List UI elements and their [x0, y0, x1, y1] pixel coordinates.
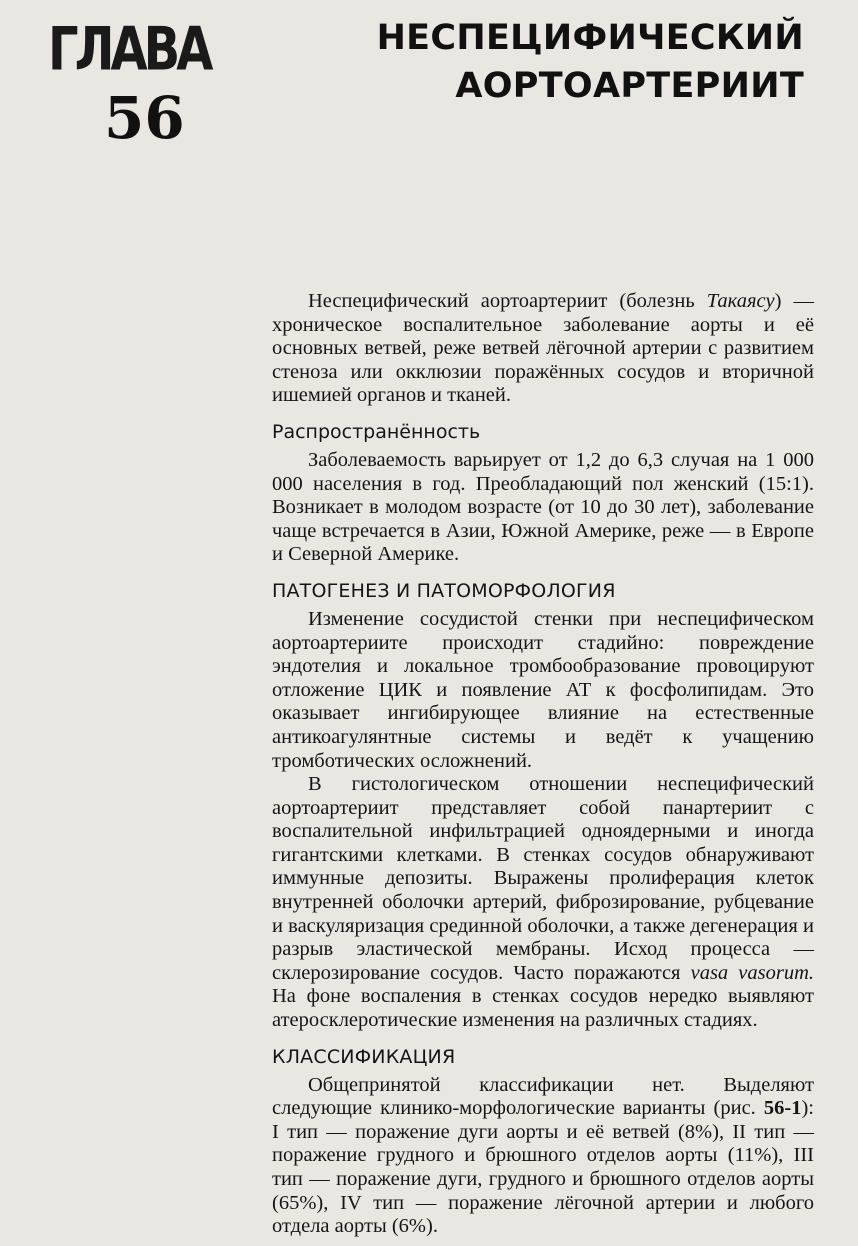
prevalence-paragraph: Заболеваемость варьирует от 1,2 до 6,3 случая на 1 000 000 населения в год. Преобладающий пол женский (15:1). Возникает в молодом возрасте (от 10 до 30 лет), заболевание чаще встречается в Азии, Южной Америке, реже — в Европе и Северной Америке.	[272, 448, 814, 566]
chapter-title	[377, 14, 804, 110]
section-heading-pathogenesis: ПАТОГЕНЕЗ И ПАТОМОРФОЛОГИЯ	[272, 579, 616, 602]
chapter-title-line2: АОРТОАРТЕРИИТ	[455, 66, 804, 106]
intro-paragraph: Неспецифический аортоартериит (болезнь Такаясу) — хроническое воспалительное заболевание аорты и её основных ветвей, реже ветвей лёгочной артерии с развитием стеноза или окклюзии поражённых сосудов и вторичной ишемией органов и тканей.	[272, 290, 815, 407]
main-text	[272, 290, 814, 1239]
section-heading-prevalence: Распространённость	[272, 420, 481, 443]
classification-paragraph: Общепринятой классификации нет. Выделяют следующие клинико-морфологические варианты (рис. 56-1): I тип — поражение дуги аорты и её ветвей (8%), II тип — поражение грудного и брюшного отделов аорты (11%), III тип — поражение дуги, грудного и брюшного отделов аорты (65%), IV тип — поражение лёгочной артерии и любого отдела аорты (6%).	[272, 1073, 814, 1238]
pathogenesis-paragraph-2: В гистологическом отношении неспецифический аортоартериит представляет собой панартериит с воспалительной инфильтрацией одноядерными и иногда гигантскими клетками. В стенках сосудов обнаруживают иммунные депозиты. Выражены пролиферация клеток внутренней оболочки артерий, фиброзирование, рубцевание и васкуляризация срединной оболочки, а также дегенерация и разрыв эластической мембраны. Исход процесса — склерозирование сосудов. Часто поражаются vasa vasorum. На фоне воспаления в стенках сосудов нередко выявляют атеросклеротические изменения на различных стадиях.	[272, 773, 814, 1032]
chapter-title-line1: НЕСПЕЦИФИЧЕСКИЙ	[376, 18, 804, 58]
chapter-number: 56	[104, 84, 185, 152]
section-heading-classification: КЛАССИФИКАЦИЯ	[272, 1045, 456, 1068]
chapter-marker	[48, 12, 210, 152]
pathogenesis-paragraph-1: Изменение сосудистой стенки при неспецифическом аортоартериите происходит стадийно: повреждение эндотелия и локальное тромбообразование провоцируют отложение ЦИК и появление АТ к фосфолипидам. Это оказывает ингибирующее влияние на естественные антикоагулянтные системы и ведёт к учащению тромботических осложнений.	[272, 607, 814, 772]
chapter-label: ГЛАВА	[48, 14, 210, 85]
